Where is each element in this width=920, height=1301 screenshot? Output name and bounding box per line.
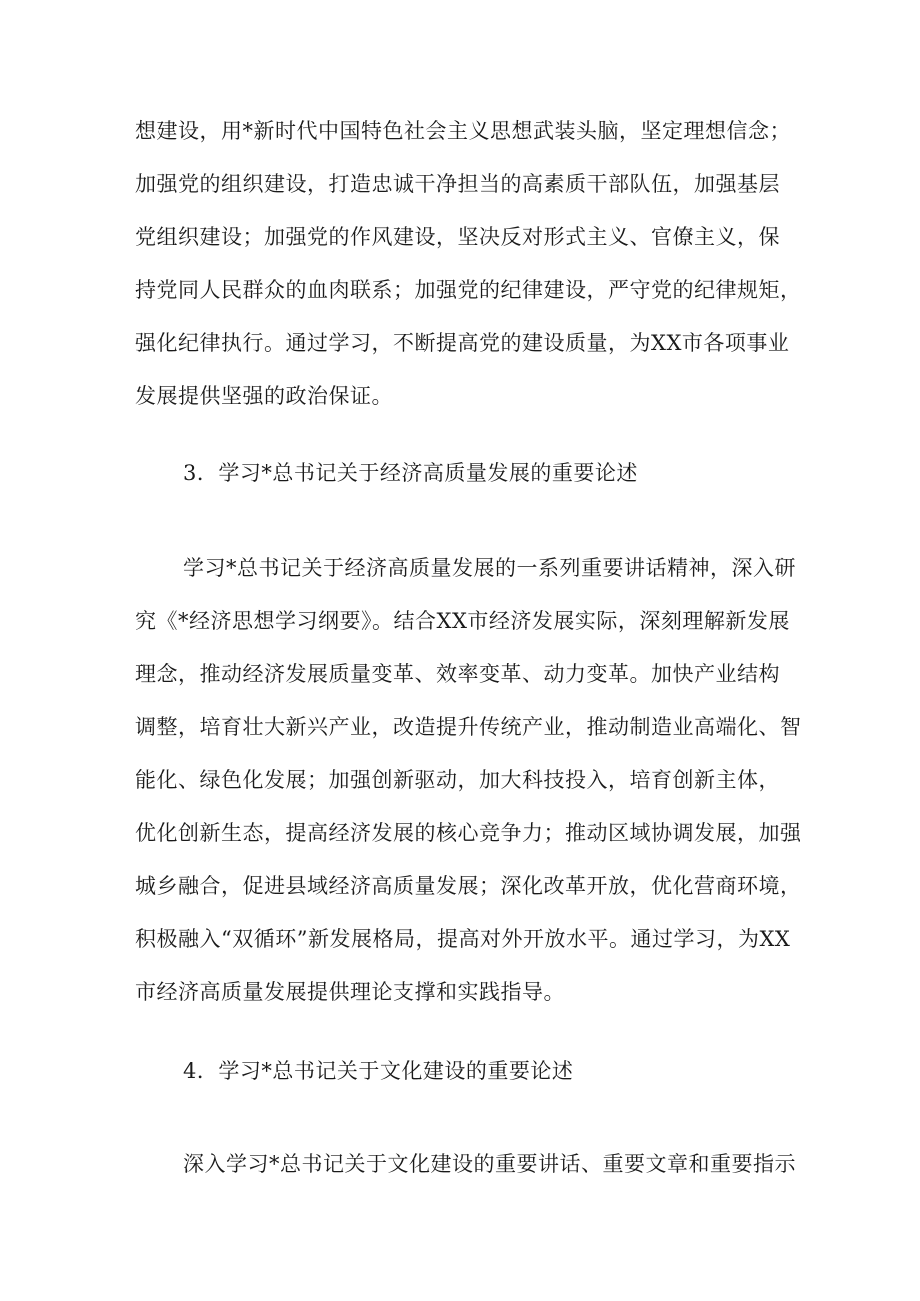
paragraph-line: 学习*总书记关于经济高质量发展的一系列重要讲话精神，深入研 [183,556,796,580]
paragraph-line: 强化纪律执行。通过学习，不断提高党的建设质量，为XX市各项事业 [135,331,790,355]
paragraph-line: 党组织建设；加强党的作风建设，坚决反对形式主义、官僚主义，保 [135,225,780,249]
paragraph-line: 城乡融合，促进县域经济高质量发展；深化改革开放，优化营商环境， [135,874,802,898]
paragraph-line: 调整，培育壮大新兴产业，改造提升传统产业，推动制造业高端化、智 [135,715,802,739]
paragraph-line: 能化、绿色化发展；加强创新驱动，加大科技投入，培育创新主体， [135,768,780,792]
section-heading-4: 4．学习*总书记关于文化建设的重要论述 [183,1059,574,1083]
section-heading-3: 3．学习*总书记关于经济高质量发展的重要论述 [183,461,638,485]
paragraph-line: 深入学习*总书记关于文化建设的重要讲话、重要文章和重要指示 [183,1152,796,1176]
paragraph-line: 理念，推动经济发展质量变革、效率变革、动力变革。加快产业结构 [135,662,780,686]
paragraph-line: 市经济高质量发展提供理论支撑和实践指导。 [135,980,565,1004]
paragraph-line: 究《*经济思想学习纲要》。结合XX市经济发展实际，深刻理解新发展 [135,609,790,633]
paragraph-line: 想建设，用*新时代中国特色社会主义思想武装头脑，坚定理想信念； [135,119,791,143]
paragraph-line: 持党同人民群众的血肉联系；加强党的纪律建设，严守党的纪律规矩， [135,278,802,302]
paragraph-line: 加强党的组织建设，打造忠诚干净担当的高素质干部队伍，加强基层 [135,172,780,196]
paragraph-line: 发展提供坚强的政治保证。 [135,384,393,408]
paragraph-line: 积极融入“双循环”新发展格局，提高对外开放水平。通过学习，为XX [135,927,791,951]
paragraph-line: 优化创新生态，提高经济发展的核心竞争力；推动区域协调发展，加强 [135,821,802,845]
